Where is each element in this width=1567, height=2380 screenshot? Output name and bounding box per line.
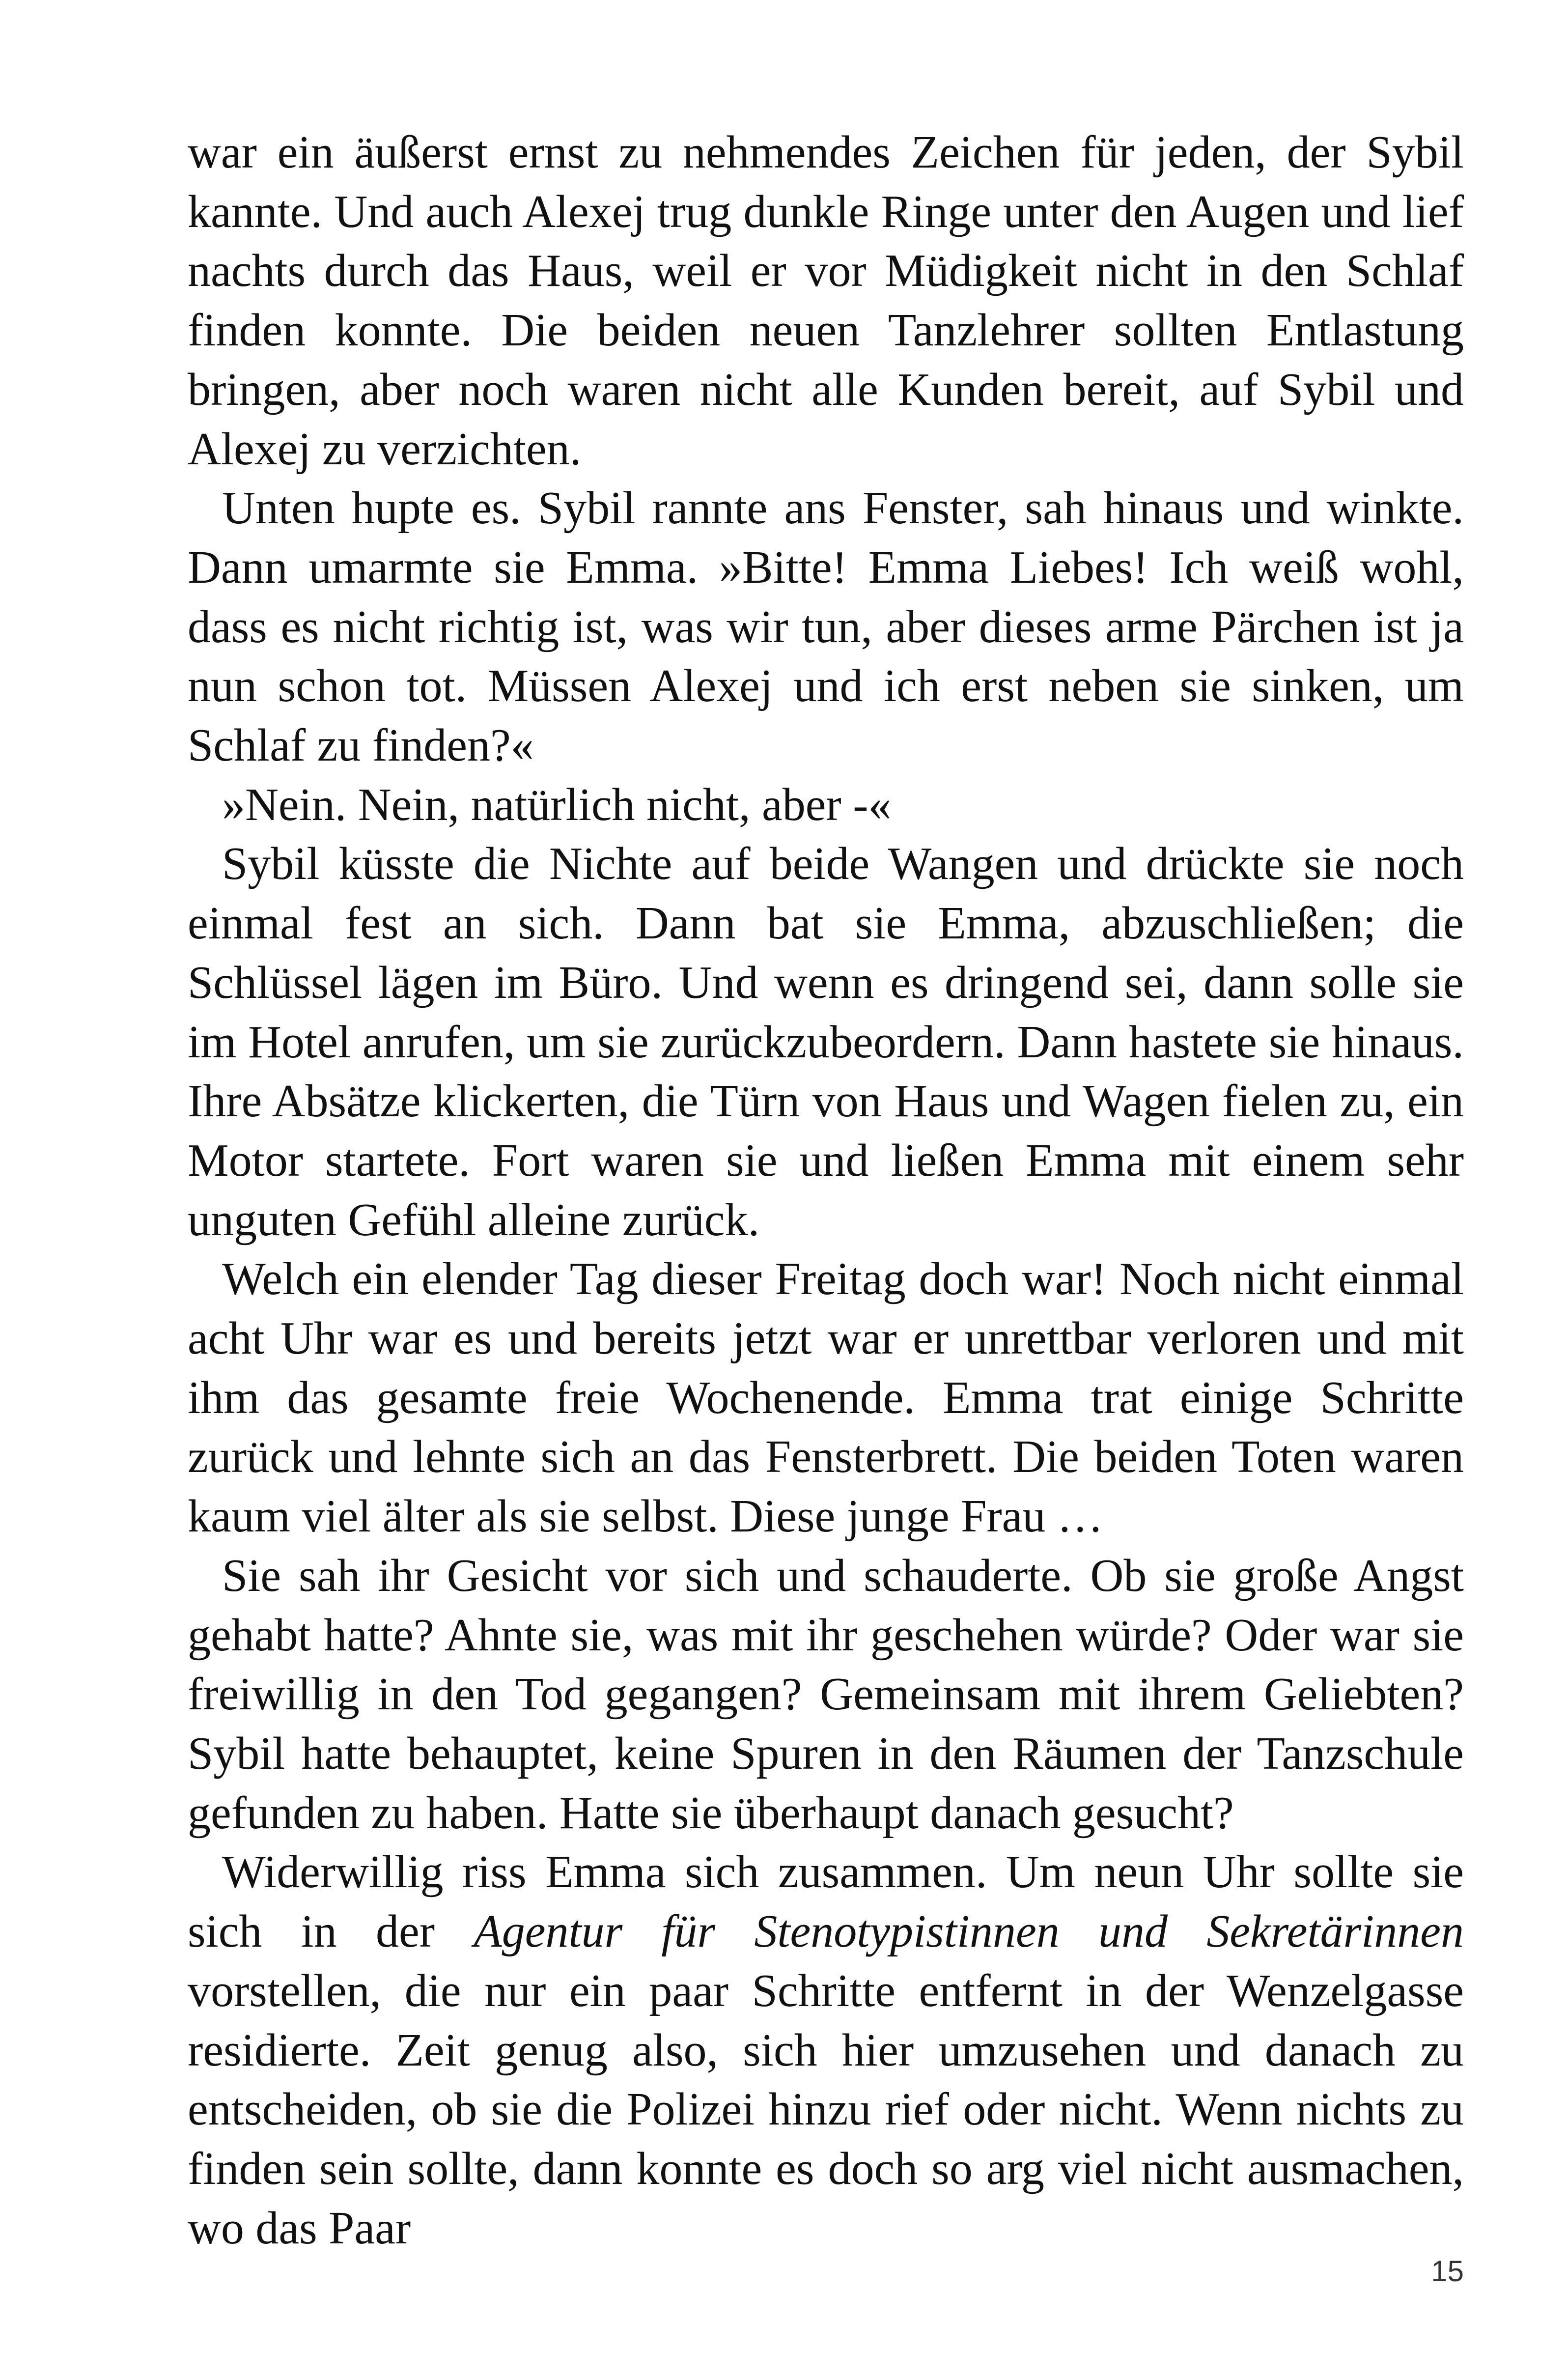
page-number: 15 bbox=[1431, 2255, 1464, 2288]
book-page-text bbox=[188, 123, 1464, 2258]
paragraph-4: Sybil küsste die Nichte auf beide Wangen und drückte sie noch einmal fest an sich. Dann bat sie Emma, abzuschließen; die Schlüssel lägen im Büro. Und wenn es dringend sei, dann solle sie im Hotel anrufen, um sie zurückzubeordern. Dann hastete sie hinaus. Ihre Absätze klickerten, die Türn von Haus und Wagen fielen zu, ein Motor startete. Fort waren sie und ließen Emma mit einem sehr unguten Gefühl alleine zurück. bbox=[188, 838, 1464, 1246]
paragraph-5: Welch ein elender Tag dieser Freitag doch war! Noch nicht einmal acht Uhr war es und bereits jetzt war er unrettbar verloren und mit ihm das gesamte freie Wochenende. Emma trat einige Schritte zurück und lehnte sich an das Fensterbrett. Die beiden Toten waren kaum viel älter als sie selbst. Diese junge Frau … bbox=[188, 1253, 1464, 1542]
paragraph-3: »Nein. Nein, natürlich nicht, aber -« bbox=[222, 779, 892, 830]
paragraph-7-after: vorstellen, die nur ein paar Schritte entfernt in der Wenzelgasse residierte. Zeit genug also, sich hier umzusehen und danach zu entscheiden, ob sie die Polizei hinzu rief oder nicht. Wenn nichts zu finden sein sollte, dann konnte es doch so arg viel nicht ausmachen, wo das Paar bbox=[188, 1965, 1464, 2254]
paragraph-7 bbox=[188, 1842, 1464, 2258]
paragraph-2: Unten hupte es. Sybil rannte ans Fenster, sah hinaus und winkte. Dann umarmte sie Emma. »Bitte! Emma Liebes! Ich weiß wohl, dass es nicht richtig ist, was wir tun, aber dieses arme Pärchen ist ja nun schon tot. Müssen Alexej und ich erst neben sie sinken, um Schlaf zu finden?« bbox=[188, 482, 1464, 771]
paragraph-1: war ein äußerst ernst zu nehmendes Zeichen für jeden, der Sybil kannte. Und auch Alexej trug dunkle Ringe unter den Augen und lief nachts durch das Haus, weil er vor Müdigkeit nicht in den Schlaf finden konnte. Die beiden neuen Tanzlehrer sollten Entlastung bringen, aber noch waren nicht alle Kunden bereit, auf Sybil und Alexej zu verzichten. bbox=[188, 127, 1464, 475]
agency-name-italic: Agentur für Stenotypistinnen und Sekretärinnen bbox=[474, 1906, 1464, 1957]
paragraph-6: Sie sah ihr Gesicht vor sich und schauderte. Ob sie große Angst gehabt hatte? Ahnte sie, was mit ihr geschehen würde? Oder war sie freiwillig in den Tod gegangen? Gemeinsam mit ihrem Geliebten? Sybil hatte behauptet, keine Spuren in den Räumen der Tanzschule gefunden zu haben. Hatte sie überhaupt danach gesucht? bbox=[188, 1550, 1464, 1839]
paragraph-7-before: Widerwillig riss Emma sich zusammen. Um neun Uhr sollte sie sich in der bbox=[188, 1846, 1464, 1957]
